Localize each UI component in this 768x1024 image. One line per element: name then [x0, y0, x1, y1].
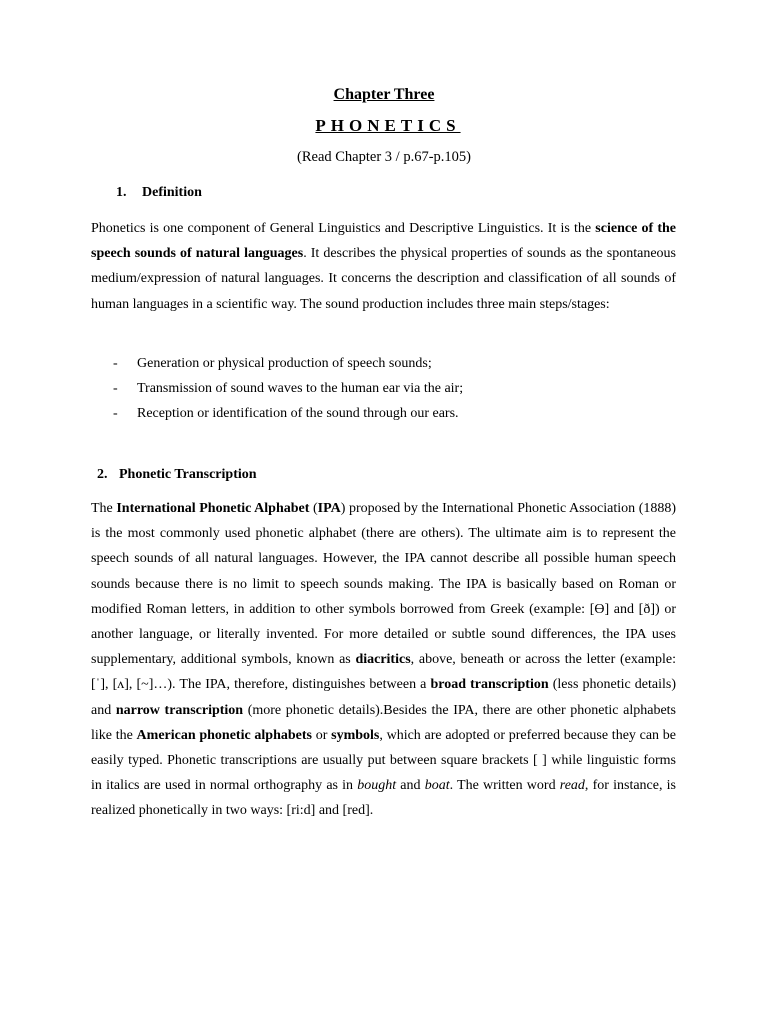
document-title: PHONETICS — [315, 116, 461, 135]
section-heading-text: Phonetic Transcription — [119, 467, 257, 482]
text-run: and — [396, 778, 425, 794]
text-run: (more phonetic details).Besides the IPA, there are other phonetic alphabets like the — [91, 702, 676, 743]
text-run: or — [312, 727, 332, 743]
text-run: Phonetics is one component of General Linguistics and Descriptive Linguistics. It is the — [91, 221, 596, 236]
list-item — [113, 351, 463, 376]
section-heading-text: Definition — [142, 185, 202, 200]
bullet-dash: - — [113, 381, 118, 396]
text-run: , for instance, is realized phonetically in two ways: [ri:d] and [red]. — [91, 778, 676, 819]
stages-list — [113, 351, 463, 426]
bold-term: International Phonetic Alphabet — [116, 501, 310, 516]
definition-paragraph — [91, 216, 676, 317]
bullet-dash: - — [113, 406, 118, 421]
bold-term: science of the speech sounds of natural languages — [91, 221, 676, 262]
list-item-text: Reception or identification of the sound through our ears. — [137, 406, 459, 421]
italic-term: read — [559, 778, 585, 794]
text-run: , which are adopted or preferred because they can be easily typed. Phonetic transcriptions are usually put between square brackets [ ] while linguistic forms in italics are used in normal orthography as in — [91, 727, 676, 794]
list-item-text: Generation or physical production of speech sounds; — [137, 356, 432, 371]
list-item — [113, 376, 463, 401]
reading-note: (Read Chapter 3 / p.67-p.105) — [297, 149, 471, 165]
bold-term: diacritics — [355, 652, 411, 668]
text-run: The — [91, 501, 117, 516]
italic-term: bought — [357, 778, 397, 794]
bullet-dash: - — [113, 356, 118, 371]
transcription-paragraph — [91, 496, 676, 824]
bold-term: broad transcription — [430, 677, 549, 693]
text-run: , above, beneath or across the letter (example: [ˈ], [ʌ], [~]…). The IPA, therefore, distinguishes between a — [91, 652, 676, 693]
section-number: 2. — [97, 467, 108, 482]
chapter-title: Chapter Three — [333, 86, 435, 103]
text-run: . The written word — [449, 778, 560, 794]
bold-term: IPA — [317, 501, 341, 516]
bold-term: narrow transcription — [115, 702, 244, 718]
list-item-text: Transmission of sound waves to the human ear via the air; — [137, 381, 464, 396]
list-item — [113, 401, 463, 426]
text-run: . It describes the physical properties of sounds as the spontaneous medium/expression of natural languages. It concerns the description and classification of all sounds of human languages in a scientific way. The sound production includes three main steps/stages: — [91, 246, 677, 312]
text-run: ( — [309, 501, 318, 516]
section-heading-phonetic-transcription — [97, 467, 257, 483]
text-run: (less phonetic details) and — [91, 677, 677, 718]
italic-term: boat — [424, 778, 450, 794]
text-run: ) proposed by the International Phonetic Association (1888) is the most commonly used phonetic alphabet (there are others). The ultimate aim is to represent the speech sounds of all natural languages. However, the IPA cannot describe all possible human speech sounds because there is no limit to speech sounds making. The IPA is basically based on Roman or modified Roman letters, in addition to other symbols borrowed from Greek (example: [ϴ] and [ð]) or another language, or literally invented. For more detailed or subtle sound differences, the IPA uses supplementary, additional symbols, known as — [91, 501, 677, 668]
section-number: 1. — [116, 185, 127, 200]
bold-term: symbols — [331, 727, 380, 743]
bold-term: American phonetic alphabets — [136, 727, 312, 743]
section-heading-definition — [116, 185, 202, 201]
